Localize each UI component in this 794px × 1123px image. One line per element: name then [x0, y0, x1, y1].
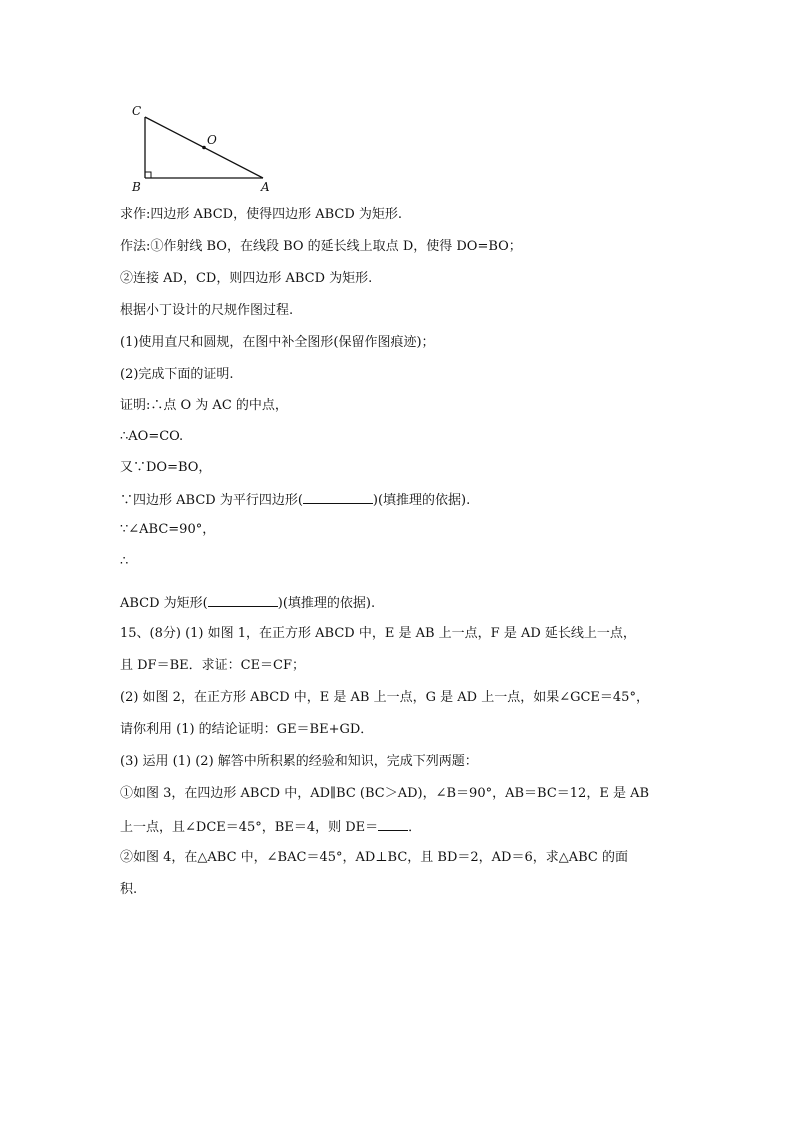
text-line-11: ∵∠ABC=90°，: [120, 522, 216, 537]
text-line-6: (2)完成下面的证明.: [120, 367, 234, 382]
question-15-line-4: 请你利用 (1) 的结论证明：GE＝BE+GD．: [120, 722, 374, 737]
question-15-line-7: [120, 817, 421, 837]
text-line-3: ②连接 AD，CD，则四边形 ABCD 为矩形.: [120, 271, 373, 286]
question-15-line-8: ②如图 4，在△ABC 中，∠BAC＝45°，AD⊥BC，且 BD＝2，AD＝6，求△ABC 的面: [120, 850, 628, 865]
text-line-4: 根据小丁设计的尺规作图过程.: [120, 303, 294, 318]
text-line-10-part-a: ∵四边形 ABCD 为平行四边形(: [120, 493, 303, 508]
triangle-diagram: [120, 100, 290, 195]
point-o: [202, 146, 206, 150]
text-line-13-part-b: )(填推理的依据).: [277, 596, 376, 611]
label-c: C: [132, 104, 142, 118]
text-line-13-part-a: ABCD 为矩形(: [120, 596, 208, 611]
text-line-10-part-b: )(填推理的依据).: [372, 493, 471, 508]
question-15-line-9: 积.: [120, 882, 138, 897]
fill-blank-2: [208, 593, 278, 607]
question-15-line-2: 且 DF＝BE．求证：CE＝CF；: [120, 658, 306, 673]
question-15-line-3: (2) 如图 2，在正方形 ABCD 中，E 是 AB 上一点，G 是 AD 上一点，如果∠GCE＝45°，: [120, 690, 649, 705]
question-15-line-6: ①如图 3，在四边形 ABCD 中，AD∥BC (BC＞AD)，∠B＝90°，AB＝BC＝12，E 是 AB: [120, 786, 650, 801]
fill-blank-3: [378, 817, 408, 831]
label-b: B: [132, 180, 141, 194]
question-15-line-5: (3) 运用 (1) (2) 解答中所积累的经验和知识，完成下列两题：: [120, 754, 478, 769]
text-line-2: 作法:①作射线 BO，在线段 BO 的延长线上取点 D，使得 DO=BO；: [120, 239, 522, 254]
text-line-9: 又∵DO=BO，: [120, 460, 212, 475]
text-line-10: [120, 490, 470, 510]
text-line-13: [120, 593, 375, 613]
right-angle-marker: [145, 172, 151, 178]
question-15-line-7-part-a: 上一点，且∠DCE＝45°，BE＝4，则 DE＝: [120, 820, 379, 835]
text-line-7: 证明:∴点 O 为 AC 的中点，: [120, 398, 288, 413]
question-15-line-7-part-b: ．: [408, 820, 422, 835]
text-line-5: (1)使用直尺和圆规，在图中补全图形(保留作图痕迹)；: [120, 335, 435, 350]
text-line-12: ∴: [120, 554, 129, 569]
label-o: O: [207, 133, 217, 147]
fill-blank-1: [303, 490, 373, 504]
question-15-line-1: 15、(8分) (1) 如图 1，在正方形 ABCD 中，E 是 AB 上一点，F 是 AD 延长线上一点，: [120, 626, 636, 641]
text-line-1: 求作:四边形 ABCD，使得四边形 ABCD 为矩形.: [120, 207, 403, 222]
label-a: A: [261, 180, 270, 194]
right-triangle-figure: [120, 100, 290, 195]
text-line-8: ∴AO=CO.: [120, 429, 184, 444]
